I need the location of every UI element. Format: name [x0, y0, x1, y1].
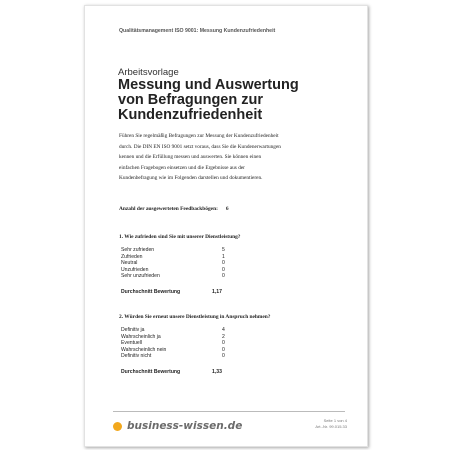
- logo-text: business-wissen.de: [127, 420, 243, 432]
- document-title: [118, 78, 358, 123]
- average-value: 1,33: [212, 368, 222, 375]
- answer-label: Unzufrieden: [121, 266, 149, 273]
- answer-row: [121, 254, 359, 261]
- feedback-count-label: Anzahl der ausgewerteten Feedbackbögen:: [119, 206, 218, 212]
- intro-line: Führen Sie regelmäßig Befragungen zur Messung der Kundenzufriedenheit: [119, 133, 279, 139]
- answer-value: 5: [222, 247, 225, 253]
- answer-label: Definitiv nicht: [121, 353, 152, 360]
- answer-value: 0: [222, 273, 225, 280]
- footer-divider: [113, 411, 345, 412]
- answer-value: 2: [222, 333, 225, 340]
- document-subtitle: Arbeitsvorlage: [118, 67, 179, 78]
- document-page: [84, 5, 368, 447]
- intro-paragraph: [119, 131, 359, 184]
- title-line: Kundenzufriedenheit: [118, 107, 263, 123]
- article-number: Art.-Nr. 99.015.33: [315, 423, 347, 429]
- feedback-count-value: 6: [225, 206, 229, 212]
- intro-line: einfachen Fragebogen einsetzen und die Ergebnisse aus der: [119, 164, 245, 171]
- intro-line: Kundenbefragung wie im Folgenden darstellen und dokumentieren.: [119, 175, 263, 181]
- answer-value: 0: [222, 266, 225, 273]
- question-2-average: [121, 369, 359, 375]
- brand-logo: [113, 420, 242, 432]
- average-label: Durchschnitt Bewertung: [121, 288, 181, 295]
- answer-label: Zufrieden: [121, 253, 143, 260]
- answer-label: Sehr unzufrieden: [121, 273, 160, 280]
- answer-row: [121, 353, 359, 360]
- title-line: von Befragungen zur: [118, 92, 264, 108]
- question-1-average: [121, 289, 359, 295]
- question-2-heading: 2. Würden Sie erneut unsere Dienstleistung in Anspruch nehmen?: [119, 314, 271, 320]
- answer-label: Eventuell: [121, 340, 142, 347]
- title-line: Messung und Auswertung: [118, 77, 299, 93]
- answer-row: [121, 273, 359, 280]
- answer-label: Wahrscheinlich nein: [121, 346, 167, 353]
- document-header: Qualitätsmanagement ISO 9001: Messung Kundenzufriedenheit: [119, 28, 276, 34]
- answer-value: 4: [222, 327, 225, 333]
- answer-row: [121, 340, 359, 347]
- average-value: 1,17: [212, 288, 222, 295]
- question-1-heading: 1. Wie zufrieden sind Sie mit unserer Dienstleistung?: [119, 234, 241, 240]
- answer-value: 0: [222, 340, 225, 347]
- page-number: Seite 1 von 4: [323, 418, 347, 423]
- feedback-count: [119, 206, 229, 212]
- answer-row: [121, 247, 359, 254]
- average-label: Durchschnitt Bewertung: [121, 368, 181, 375]
- answer-value: 0: [222, 353, 225, 360]
- question-2-section: [119, 314, 359, 375]
- answer-row: [121, 334, 359, 341]
- answer-label: Wahrscheinlich ja: [121, 333, 161, 340]
- footer-meta: [315, 418, 347, 429]
- logo-dot-icon: [113, 422, 122, 431]
- answer-label: Sehr zufrieden: [121, 247, 155, 253]
- answer-row: [121, 347, 359, 354]
- answer-row: [121, 267, 359, 274]
- intro-line: durch. Die DIN EN ISO 9001 setzt voraus, dass Sie die Kundenerwartungen: [119, 143, 281, 150]
- answer-row: [121, 327, 359, 334]
- answer-label: Neutral: [121, 260, 138, 267]
- answer-value: 0: [222, 260, 225, 267]
- answer-row: [121, 260, 359, 267]
- question-1-section: [119, 234, 359, 295]
- intro-line: kennen und die Erfüllung messen und auswerten. Sie können einen: [119, 154, 262, 160]
- answer-value: 1: [222, 253, 225, 260]
- answer-label: Definitiv ja: [121, 327, 145, 333]
- answer-value: 0: [222, 346, 225, 353]
